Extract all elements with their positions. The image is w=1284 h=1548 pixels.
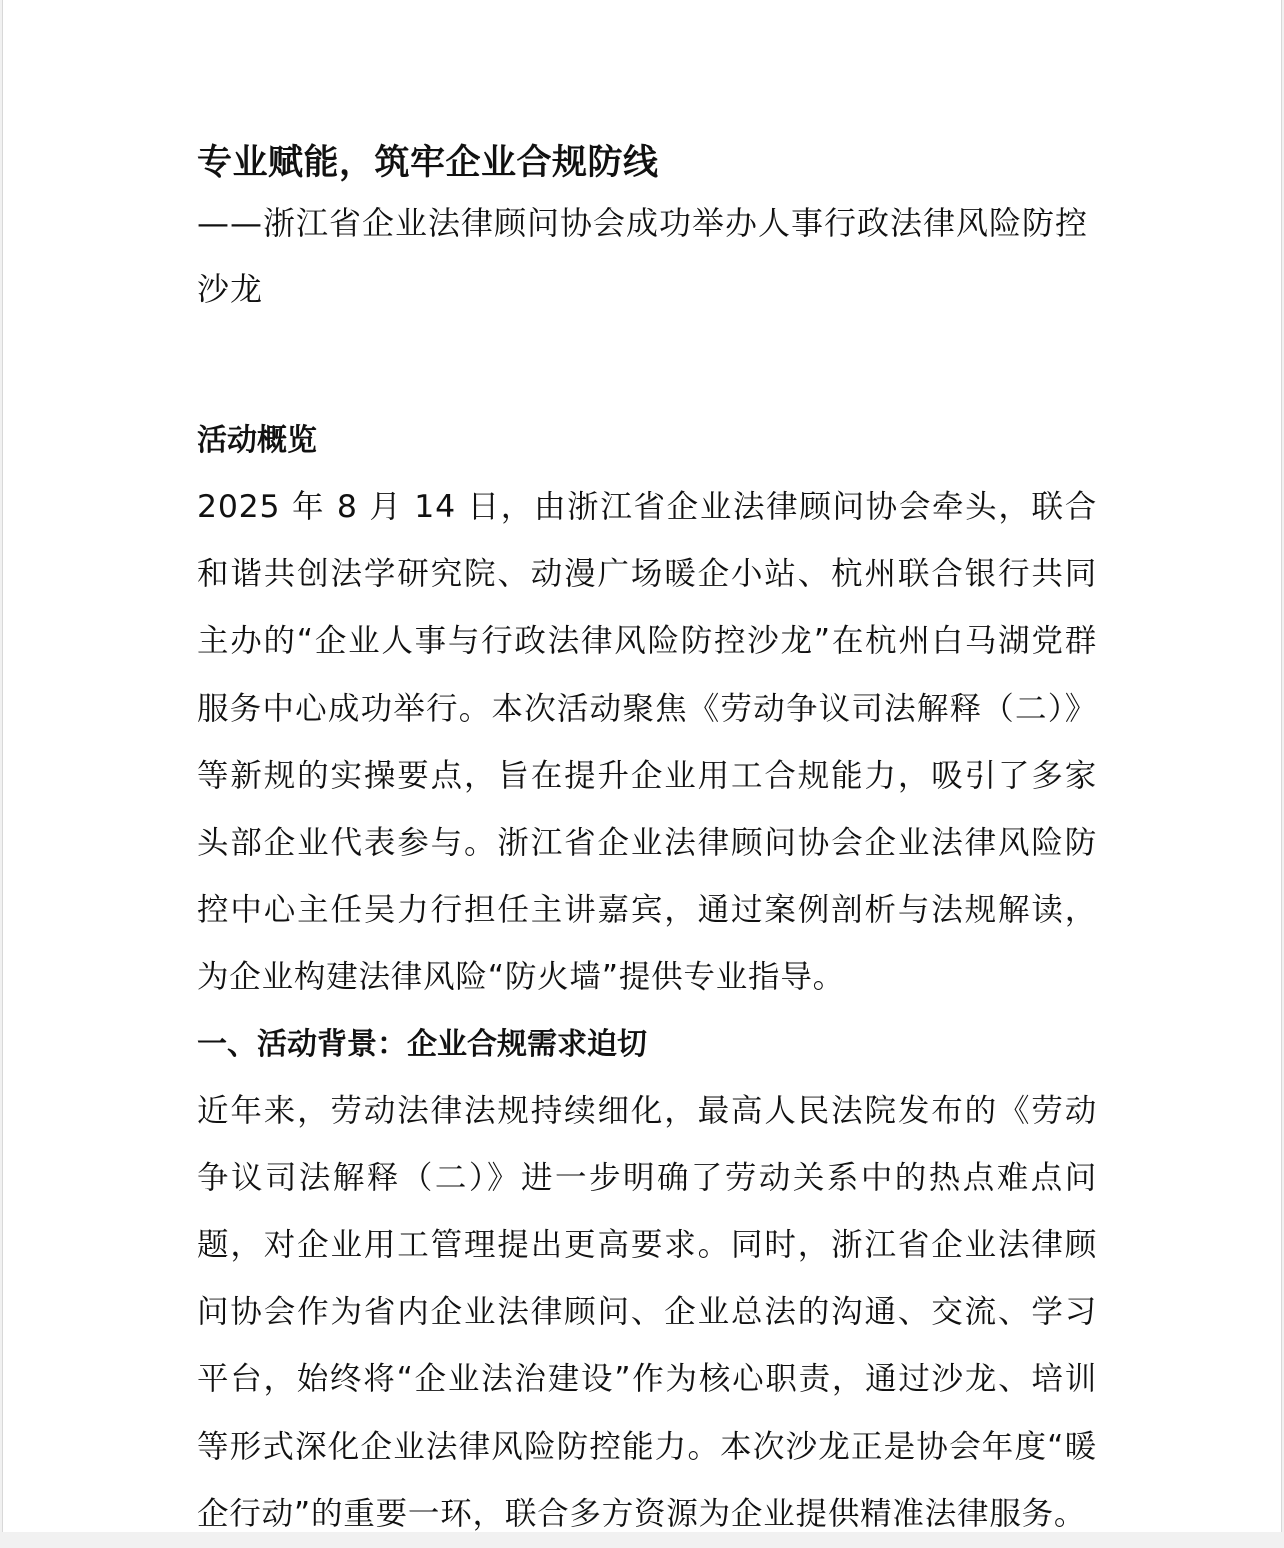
section-body-overview: 2025 年 8 月 14 日，由浙江省企业法律顾问协会牵头，联合和谐共创法学研究院、动漫广场暖企小站、杭州联合银行共同主办的“企业人事与行政法律风险防控沙龙”在杭州白马湖党群服务中心成功举行。本次活动聚焦《劳动争议司法解释（二）》等新规的实操要点，旨在提升企业用工合规能力，吸引了多家头部企业代表参与。浙江省企业法律顾问协会企业法律风险防控中心主任吴力行担任主讲嘉宾，通过案例剖析与法规解读，为企业构建法律风险“防火墙”提供专业指导。 <box>197 489 1097 996</box>
document-content <box>197 136 1097 1548</box>
section-body-background: 近年来，劳动法律法规持续细化，最高人民法院发布的《劳动争议司法解释（二）》进一步明确了劳动关系中的热点难点问题，对企业用工管理提出更高要求。同时，浙江省企业法律顾问协会作为省内企业法律顾问、企业总法的沟通、交流、学习平台，始终将“企业法治建设”作为核心职责，通过沙龙、培训等形式深化企业法律风险防控能力。本次沙龙正是协会年度“暖企行动”的重要一环，联合多方资源为企业提供精准法律服务。 <box>197 1092 1097 1532</box>
section-heading-overview: 活动概览 <box>197 423 317 458</box>
document-page <box>2 0 1282 1532</box>
document-subtitle: ——浙江省企业法律顾问协会成功举办人事行政法律风险防控沙龙 <box>197 204 1089 308</box>
document-title: 专业赋能，筑牢企业合规防线 <box>197 143 659 183</box>
section-heading-background: 一、活动背景：企业合规需求迫切 <box>197 1026 647 1062</box>
